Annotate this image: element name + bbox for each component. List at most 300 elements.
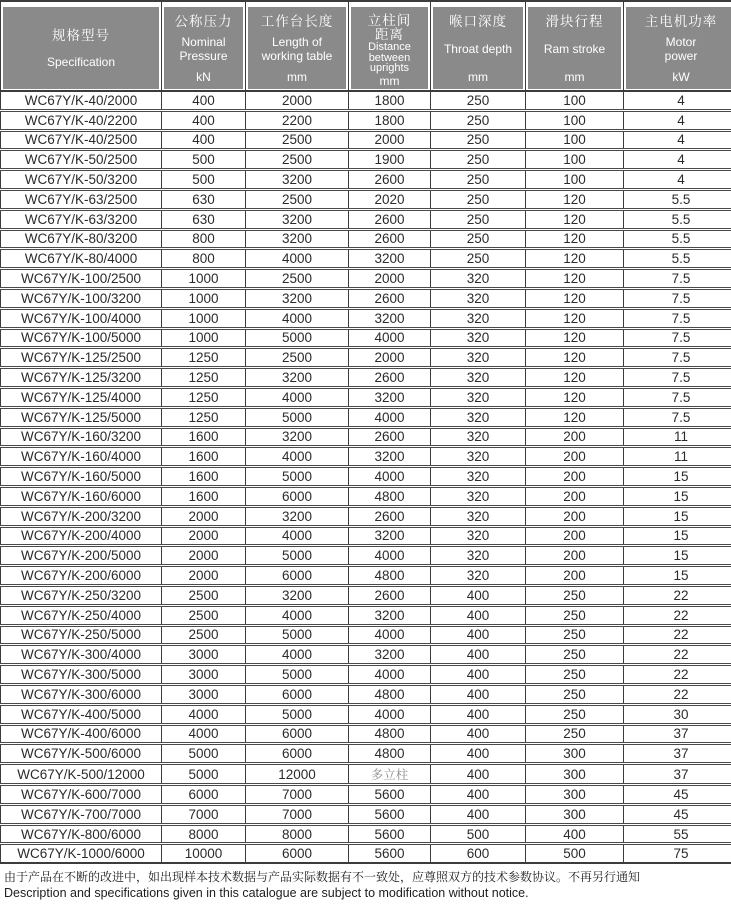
value-cell: 22 — [624, 605, 731, 625]
table-row — [1, 427, 731, 447]
value-cell: 5000 — [246, 665, 349, 685]
spec-model-cell: WC67Y/K-500/6000 — [1, 744, 162, 764]
spec-model-cell: WC67Y/K-600/7000 — [1, 785, 162, 805]
value-cell: 5.5 — [624, 189, 731, 209]
value-cell: 300 — [526, 785, 624, 805]
value-cell: 2600 — [349, 427, 431, 447]
value-cell: 15 — [624, 546, 731, 566]
value-cell: 320 — [431, 348, 526, 368]
value-cell: 400 — [431, 605, 526, 625]
header-label-zh: 滑块行程 — [545, 14, 604, 29]
value-cell: 250 — [526, 665, 624, 685]
value-cell: 2600 — [349, 506, 431, 526]
value-cell: 250 — [526, 585, 624, 605]
value-cell: 5000 — [162, 744, 246, 764]
value-cell: 3000 — [162, 665, 246, 685]
spec-model-cell: WC67Y/K-300/6000 — [1, 684, 162, 704]
value-cell: 120 — [526, 308, 624, 328]
spec-model-cell: WC67Y/K-63/2500 — [1, 189, 162, 209]
value-cell: 1000 — [162, 308, 246, 328]
value-cell: 2000 — [162, 506, 246, 526]
value-cell: 4 — [624, 91, 731, 110]
spec-model-cell: WC67Y/K-300/5000 — [1, 665, 162, 685]
value-cell: 320 — [431, 566, 526, 586]
value-cell: 250 — [431, 249, 526, 269]
disclaimer-en: Description and specifications given in this catalogue are subject to modification without notice. — [4, 886, 529, 901]
value-cell: 8000 — [246, 824, 349, 844]
value-cell: 320 — [431, 288, 526, 308]
header-label-en: Length of working table — [261, 34, 333, 63]
value-cell: 2020 — [349, 189, 431, 209]
value-cell: 2000 — [349, 348, 431, 368]
value-cell: 7.5 — [624, 407, 731, 427]
value-cell: 200 — [526, 526, 624, 546]
spec-model-cell: WC67Y/K-80/4000 — [1, 249, 162, 269]
spec-table-header — [1, 1, 731, 91]
value-cell: 2500 — [162, 625, 246, 645]
value-cell: 3200 — [349, 605, 431, 625]
value-cell: 4000 — [246, 308, 349, 328]
value-cell: 2600 — [349, 368, 431, 388]
value-cell: 1800 — [349, 91, 431, 110]
header-label-en: Specification — [46, 54, 116, 69]
value-cell: 2200 — [246, 110, 349, 130]
table-row — [1, 724, 731, 744]
value-cell: 5000 — [246, 704, 349, 724]
value-cell: 4800 — [349, 486, 431, 506]
value-cell: 2500 — [246, 269, 349, 289]
value-cell: 250 — [526, 704, 624, 724]
value-cell: 3200 — [349, 387, 431, 407]
value-cell: 120 — [526, 387, 624, 407]
table-row — [1, 407, 731, 427]
table-row — [1, 486, 731, 506]
value-cell: 200 — [526, 546, 624, 566]
value-cell: 200 — [526, 486, 624, 506]
value-cell: 120 — [526, 269, 624, 289]
value-cell: 37 — [624, 764, 731, 785]
value-cell: 120 — [526, 189, 624, 209]
value-cell: 3200 — [246, 288, 349, 308]
value-cell: 5600 — [349, 824, 431, 844]
value-cell: 5.5 — [624, 249, 731, 269]
table-row — [1, 209, 731, 229]
value-cell: 7.5 — [624, 288, 731, 308]
value-cell: 300 — [526, 764, 624, 785]
spec-model-cell: WC67Y/K-80/3200 — [1, 229, 162, 249]
value-cell: 4000 — [349, 546, 431, 566]
value-cell: 400 — [431, 665, 526, 685]
table-row — [1, 249, 731, 269]
spec-model-cell: WC67Y/K-50/3200 — [1, 170, 162, 190]
value-cell: 400 — [431, 625, 526, 645]
value-cell: 2000 — [162, 546, 246, 566]
value-cell: 2500 — [162, 605, 246, 625]
value-cell: 2000 — [349, 130, 431, 150]
spec-model-cell: WC67Y/K-200/4000 — [1, 526, 162, 546]
value-cell: 7.5 — [624, 348, 731, 368]
value-cell: 400 — [431, 785, 526, 805]
value-cell: 11 — [624, 447, 731, 467]
value-cell: 5000 — [246, 407, 349, 427]
header-label-zh: 主电机功率 — [644, 14, 718, 29]
value-cell: 2600 — [349, 170, 431, 190]
column-header-motor-power — [624, 1, 731, 91]
value-cell: 4000 — [349, 328, 431, 348]
value-cell: 400 — [431, 704, 526, 724]
value-cell: 2500 — [246, 189, 349, 209]
spec-table-body — [1, 91, 731, 863]
value-cell: 3200 — [246, 368, 349, 388]
value-cell: 1250 — [162, 368, 246, 388]
value-cell: 120 — [526, 249, 624, 269]
value-cell: 320 — [431, 467, 526, 487]
value-cell: 10000 — [162, 844, 246, 863]
value-cell: 1600 — [162, 447, 246, 467]
value-cell: 30 — [624, 704, 731, 724]
value-cell: 6000 — [246, 566, 349, 586]
value-cell: 250 — [526, 645, 624, 665]
value-cell: 2600 — [349, 229, 431, 249]
spec-model-cell: WC67Y/K-300/4000 — [1, 645, 162, 665]
value-cell: 320 — [431, 486, 526, 506]
value-cell: 400 — [162, 130, 246, 150]
spec-model-cell: WC67Y/K-63/3200 — [1, 209, 162, 229]
value-cell: 400 — [431, 724, 526, 744]
value-cell: 1250 — [162, 387, 246, 407]
value-cell: 250 — [431, 150, 526, 170]
value-cell: 7000 — [246, 785, 349, 805]
value-cell: 3200 — [246, 170, 349, 190]
spec-model-cell: WC67Y/K-250/3200 — [1, 585, 162, 605]
value-cell: 4000 — [246, 605, 349, 625]
value-cell: 多立柱 — [349, 764, 431, 785]
value-cell: 300 — [526, 744, 624, 764]
header-label-en: Throat depth — [443, 41, 513, 56]
value-cell: 7.5 — [624, 269, 731, 289]
value-cell: 250 — [526, 684, 624, 704]
table-row — [1, 387, 731, 407]
value-cell: 1250 — [162, 407, 246, 427]
header-label-en: Nominal Pressure — [179, 34, 228, 63]
value-cell: 4 — [624, 110, 731, 130]
value-cell: 4800 — [349, 566, 431, 586]
spec-model-cell: WC67Y/K-125/3200 — [1, 368, 162, 388]
value-cell: 1900 — [349, 150, 431, 170]
value-cell: 250 — [431, 209, 526, 229]
value-cell: 320 — [431, 368, 526, 388]
table-row — [1, 764, 731, 785]
table-row — [1, 229, 731, 249]
value-cell: 120 — [526, 368, 624, 388]
value-cell: 400 — [431, 585, 526, 605]
value-cell: 3000 — [162, 684, 246, 704]
value-cell: 1000 — [162, 269, 246, 289]
spec-model-cell: WC67Y/K-100/3200 — [1, 288, 162, 308]
value-cell: 320 — [431, 546, 526, 566]
value-cell: 2600 — [349, 585, 431, 605]
value-cell: 100 — [526, 170, 624, 190]
value-cell: 400 — [431, 804, 526, 824]
value-cell: 630 — [162, 189, 246, 209]
spec-model-cell: WC67Y/K-800/6000 — [1, 824, 162, 844]
value-cell: 7000 — [246, 804, 349, 824]
value-cell: 6000 — [246, 844, 349, 863]
value-cell: 200 — [526, 427, 624, 447]
value-cell: 4800 — [349, 684, 431, 704]
value-cell: 5600 — [349, 785, 431, 805]
spec-model-cell: WC67Y/K-250/4000 — [1, 605, 162, 625]
value-cell: 320 — [431, 407, 526, 427]
value-cell: 37 — [624, 724, 731, 744]
header-label-zh: 公称压力 — [174, 14, 233, 29]
table-row — [1, 91, 731, 110]
column-header-working-table-length — [246, 1, 349, 91]
value-cell: 22 — [624, 645, 731, 665]
value-cell: 320 — [431, 427, 526, 447]
value-cell: 5000 — [246, 546, 349, 566]
value-cell: 12000 — [246, 764, 349, 785]
table-row — [1, 130, 731, 150]
value-cell: 4000 — [349, 407, 431, 427]
value-cell: 22 — [624, 684, 731, 704]
value-cell: 22 — [624, 585, 731, 605]
table-row — [1, 308, 731, 328]
table-row — [1, 704, 731, 724]
value-cell: 4000 — [246, 645, 349, 665]
disclaimer-zh: 由于产品在不断的改进中，如出现样本技术数据与产品实际数据有不一致处，应尊照双方的技术参数协议。不再另行通知 — [4, 870, 641, 885]
spec-model-cell: WC67Y/K-1000/6000 — [17, 846, 145, 862]
value-cell: 250 — [526, 625, 624, 645]
header-unit: mm — [468, 70, 488, 84]
header-label-en: Ram stroke — [543, 41, 606, 56]
value-cell: 3200 — [246, 585, 349, 605]
header-unit: mm — [379, 73, 400, 88]
header-unit: mm — [287, 69, 307, 84]
value-cell: 1600 — [162, 427, 246, 447]
value-cell: 120 — [526, 288, 624, 308]
table-row — [1, 328, 731, 348]
value-cell: 250 — [431, 91, 526, 110]
value-cell: 22 — [624, 665, 731, 685]
value-cell: 4800 — [349, 744, 431, 764]
value-cell: 4 — [624, 170, 731, 190]
value-cell: 6000 — [246, 724, 349, 744]
table-row — [1, 368, 731, 388]
value-cell: 100 — [526, 91, 624, 110]
table-row — [1, 348, 731, 368]
value-cell: 1800 — [349, 110, 431, 130]
value-cell: 15 — [624, 467, 731, 487]
spec-model-cell: WC67Y/K-125/4000 — [1, 387, 162, 407]
table-row — [1, 546, 731, 566]
value-cell: 7.5 — [624, 368, 731, 388]
value-cell: 2000 — [162, 526, 246, 546]
value-cell: 5600 — [349, 844, 431, 863]
value-cell: 100 — [526, 130, 624, 150]
spec-model-cell: WC67Y/K-100/2500 — [1, 269, 162, 289]
value-cell: 3200 — [349, 447, 431, 467]
value-cell: 4000 — [349, 625, 431, 645]
value-cell: 3200 — [246, 209, 349, 229]
value-cell: 55 — [624, 824, 731, 844]
value-cell: 200 — [526, 506, 624, 526]
table-row — [1, 189, 731, 209]
value-cell: 2000 — [246, 91, 349, 110]
spec-model-cell: WC67Y/K-100/5000 — [1, 328, 162, 348]
value-cell: 400 — [431, 684, 526, 704]
value-cell: 1000 — [162, 328, 246, 348]
value-cell: 4 — [624, 150, 731, 170]
spec-model-cell: WC67Y/K-400/6000 — [1, 724, 162, 744]
spec-model-cell: WC67Y/K-400/5000 — [1, 704, 162, 724]
value-cell: 15 — [624, 486, 731, 506]
value-cell: 120 — [526, 348, 624, 368]
value-cell: 3200 — [246, 427, 349, 447]
value-cell: 4800 — [349, 724, 431, 744]
value-cell: 250 — [431, 229, 526, 249]
value-cell: 45 — [624, 785, 731, 805]
value-cell: 4000 — [349, 467, 431, 487]
value-cell: 15 — [624, 506, 731, 526]
header-label-zh: 喉口深度 — [449, 14, 507, 29]
value-cell: 400 — [431, 764, 526, 785]
value-cell: 5600 — [349, 804, 431, 824]
value-cell: 200 — [526, 467, 624, 487]
footer-notes — [0, 864, 731, 902]
value-cell: 11 — [624, 427, 731, 447]
header-unit: kW — [672, 69, 690, 84]
value-cell: 400 — [162, 91, 246, 110]
spec-model-cell: WC67Y/K-40/2500 — [1, 130, 162, 150]
value-cell: 320 — [431, 387, 526, 407]
value-cell: 6000 — [246, 684, 349, 704]
value-cell: 75 — [624, 844, 731, 863]
table-row — [1, 110, 731, 130]
value-cell: 6000 — [162, 785, 246, 805]
value-cell: 800 — [162, 249, 246, 269]
spec-model-cell: WC67Y/K-100/4000 — [1, 308, 162, 328]
value-cell: 4000 — [246, 249, 349, 269]
value-cell: 1000 — [162, 288, 246, 308]
spec-model-cell: WC67Y/K-200/6000 — [1, 566, 162, 586]
value-cell: 100 — [526, 110, 624, 130]
table-row — [1, 150, 731, 170]
table-row — [1, 645, 731, 665]
value-cell: 7.5 — [624, 308, 731, 328]
value-cell: 5.5 — [624, 229, 731, 249]
value-cell: 120 — [526, 209, 624, 229]
value-cell: 500 — [162, 150, 246, 170]
value-cell: 4 — [624, 130, 731, 150]
value-cell: 3000 — [162, 645, 246, 665]
value-cell: 4000 — [246, 447, 349, 467]
spec-model-cell: WC67Y/K-40/2200 — [1, 110, 162, 130]
column-header-throat-depth — [431, 1, 526, 91]
value-cell: 3200 — [349, 526, 431, 546]
table-row — [1, 605, 731, 625]
value-cell: 4000 — [349, 704, 431, 724]
value-cell: 15 — [624, 566, 731, 586]
value-cell: 120 — [526, 407, 624, 427]
spec-model-cell: WC67Y/K-40/2000 — [1, 91, 162, 110]
value-cell: 400 — [431, 744, 526, 764]
value-cell: 4000 — [162, 724, 246, 744]
value-cell: 400 — [431, 645, 526, 665]
spec-model-cell: WC67Y/K-160/3200 — [1, 427, 162, 447]
value-cell: 3200 — [246, 506, 349, 526]
value-cell: 600 — [431, 844, 526, 863]
header-label-en: Motor power — [664, 34, 698, 63]
value-cell: 1600 — [162, 467, 246, 487]
value-cell: 2600 — [349, 288, 431, 308]
value-cell: 320 — [431, 328, 526, 348]
spec-model-cell: WC67Y/K-125/2500 — [1, 348, 162, 368]
table-row — [1, 467, 731, 487]
value-cell: 250 — [431, 130, 526, 150]
value-cell: 200 — [526, 566, 624, 586]
spec-model-cell: WC67Y/K-200/5000 — [1, 546, 162, 566]
header-label-zh: 工作台长度 — [260, 14, 334, 29]
value-cell: 7.5 — [624, 387, 731, 407]
table-row — [1, 625, 731, 645]
table-row — [1, 824, 731, 844]
column-header-specification — [1, 1, 162, 91]
value-cell: 120 — [526, 328, 624, 348]
table-row — [1, 288, 731, 308]
value-cell: 630 — [162, 209, 246, 229]
spec-model-cell: WC67Y/K-160/4000 — [1, 447, 162, 467]
value-cell: 7000 — [162, 804, 246, 824]
value-cell: 5000 — [162, 764, 246, 785]
value-cell: 200 — [526, 447, 624, 467]
value-cell: 120 — [526, 229, 624, 249]
value-cell: 3200 — [349, 308, 431, 328]
column-header-ram-stroke — [526, 1, 624, 91]
value-cell: 4000 — [246, 526, 349, 546]
value-cell: 2500 — [162, 585, 246, 605]
header-unit: kN — [196, 69, 211, 84]
header-label-en: Distance between uprights — [368, 41, 411, 75]
value-cell: 4000 — [162, 704, 246, 724]
value-cell: 2000 — [162, 566, 246, 586]
value-cell: 3200 — [349, 645, 431, 665]
table-row — [1, 269, 731, 289]
header-label-zh: 立柱间 距离 — [367, 13, 412, 43]
value-cell: 250 — [431, 110, 526, 130]
value-cell: 2500 — [246, 150, 349, 170]
spec-model-cell: WC67Y/K-160/6000 — [1, 486, 162, 506]
spec-model-cell: WC67Y/K-500/12000 — [1, 764, 162, 785]
table-row — [1, 684, 731, 704]
value-cell: 4000 — [246, 387, 349, 407]
value-cell: 37 — [624, 744, 731, 764]
header-unit: mm — [564, 70, 585, 84]
table-row — [1, 566, 731, 586]
spec-model-cell: WC67Y/K-50/2500 — [1, 150, 162, 170]
table-row — [1, 665, 731, 685]
value-cell: 300 — [526, 804, 624, 824]
value-cell: 6000 — [246, 744, 349, 764]
value-cell: 5000 — [246, 467, 349, 487]
spec-model-cell: WC67Y/K-200/3200 — [1, 506, 162, 526]
table-row — [1, 526, 731, 546]
spec-model-cell: WC67Y/K-125/5000 — [1, 407, 162, 427]
spec-model-cell: WC67Y/K-700/7000 — [1, 804, 162, 824]
value-cell: 250 — [526, 605, 624, 625]
value-cell: 320 — [431, 526, 526, 546]
column-header-distance-between-uprights — [349, 1, 431, 91]
